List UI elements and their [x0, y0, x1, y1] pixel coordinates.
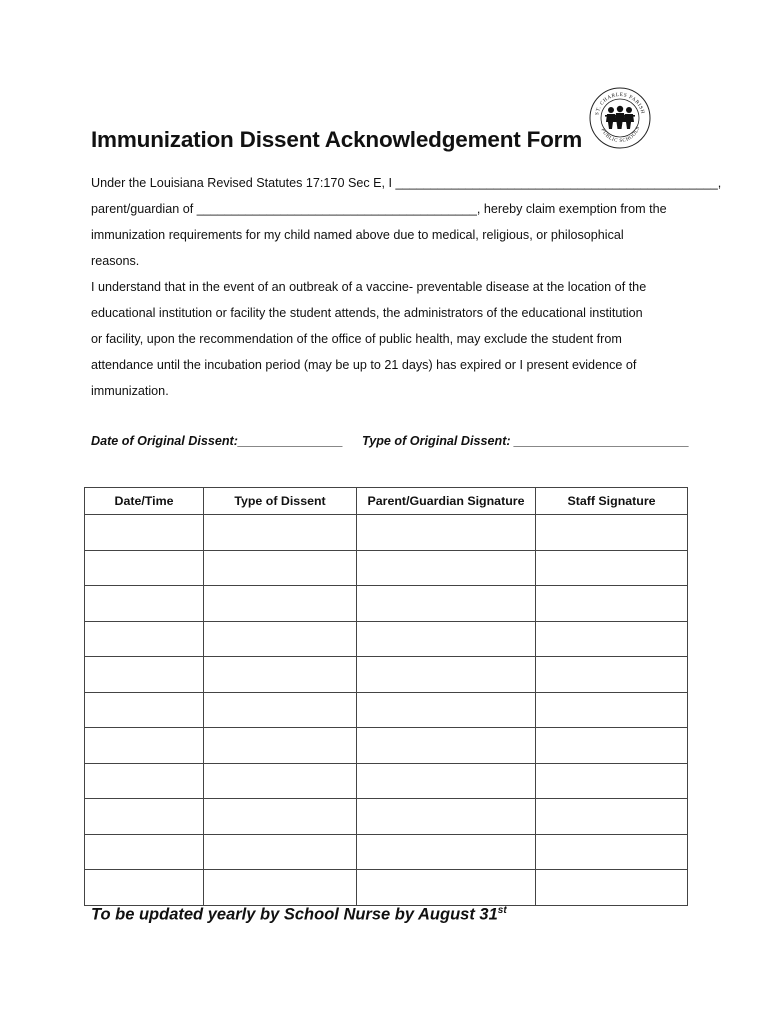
- date-time-cell[interactable]: [85, 657, 204, 693]
- school-seal-logo: [588, 86, 652, 150]
- column-header-type-of-dissent: Type of Dissent: [204, 488, 357, 515]
- type-of-dissent-cell[interactable]: [204, 692, 357, 728]
- date-of-original-dissent-field[interactable]: Date of Original Dissent:_______________: [91, 434, 344, 448]
- statement-line: immunization.: [91, 384, 169, 398]
- statement-line: I understand that in the event of an outbreak of a vaccine- preventable disease at the location of the: [91, 280, 647, 294]
- table-row: [85, 834, 688, 870]
- type-of-dissent-cell[interactable]: [204, 763, 357, 799]
- statement-line: parent/guardian of ________________________________________, hereby claim exemption from the: [91, 202, 667, 216]
- parent-guardian-signature-cell[interactable]: [357, 834, 536, 870]
- parent-guardian-signature-cell[interactable]: [357, 550, 536, 586]
- parent-guardian-signature-cell[interactable]: [357, 586, 536, 622]
- statement-line: immunization requirements for my child named above due to medical, religious, or philosophical: [91, 228, 624, 242]
- staff-signature-cell[interactable]: [536, 799, 688, 835]
- footer-superscript: st: [497, 905, 507, 916]
- column-header-parent-guardian-signature: Parent/Guardian Signature: [357, 488, 536, 515]
- column-header-date-time: Date/Time: [85, 488, 204, 515]
- type-of-dissent-cell[interactable]: [204, 870, 357, 906]
- table-row: [85, 728, 688, 764]
- table-row: [85, 692, 688, 728]
- staff-signature-cell[interactable]: [536, 586, 688, 622]
- statement-text: [91, 170, 722, 404]
- statement-line: reasons.: [91, 254, 140, 268]
- staff-signature-cell[interactable]: [536, 550, 688, 586]
- statement-line: Under the Louisiana Revised Statutes 17:170 Sec E, I ______________________________________________,: [91, 176, 722, 190]
- parent-guardian-signature-cell[interactable]: [357, 763, 536, 799]
- table-row: [85, 799, 688, 835]
- type-of-dissent-cell[interactable]: [204, 799, 357, 835]
- table-header-row: [85, 488, 688, 515]
- date-time-cell[interactable]: [85, 763, 204, 799]
- table-row: [85, 763, 688, 799]
- type-of-dissent-cell[interactable]: [204, 657, 357, 693]
- date-time-cell[interactable]: [85, 586, 204, 622]
- staff-signature-cell[interactable]: [536, 870, 688, 906]
- parent-guardian-signature-cell[interactable]: [357, 515, 536, 551]
- date-time-cell[interactable]: [85, 728, 204, 764]
- table-row: [85, 870, 688, 906]
- table-row: [85, 586, 688, 622]
- date-time-cell[interactable]: [85, 550, 204, 586]
- type-of-dissent-cell[interactable]: [204, 728, 357, 764]
- date-time-cell[interactable]: [85, 870, 204, 906]
- page-title: Immunization Dissent Acknowledgement Form: [91, 127, 583, 152]
- table-row: [85, 621, 688, 657]
- staff-signature-cell[interactable]: [536, 763, 688, 799]
- staff-signature-cell[interactable]: [536, 728, 688, 764]
- parent-guardian-signature-cell[interactable]: [357, 621, 536, 657]
- seal-top-text: ST. CHARLES PARISH: [594, 91, 646, 116]
- children-figures-icon: [605, 106, 635, 129]
- footer-text: To be updated yearly by School Nurse by August 31: [91, 905, 498, 924]
- statement-line: educational institution or facility the student attends, the administrators of the educational institution: [91, 306, 643, 320]
- type-of-dissent-cell[interactable]: [204, 586, 357, 622]
- parent-guardian-signature-cell[interactable]: [357, 728, 536, 764]
- table-row: [85, 657, 688, 693]
- type-of-original-dissent-field[interactable]: Type of Original Dissent: _________________________: [362, 434, 690, 448]
- parent-guardian-signature-cell[interactable]: [357, 692, 536, 728]
- parent-guardian-signature-cell[interactable]: [357, 799, 536, 835]
- staff-signature-cell[interactable]: [536, 834, 688, 870]
- type-of-dissent-cell[interactable]: [204, 550, 357, 586]
- column-header-staff-signature: Staff Signature: [536, 488, 688, 515]
- date-time-cell[interactable]: [85, 515, 204, 551]
- footer-note: [91, 905, 507, 925]
- table-row: [85, 515, 688, 551]
- dissent-log-table: [84, 487, 688, 906]
- table-row: [85, 550, 688, 586]
- date-time-cell[interactable]: [85, 834, 204, 870]
- staff-signature-cell[interactable]: [536, 692, 688, 728]
- staff-signature-cell[interactable]: [536, 515, 688, 551]
- parent-guardian-signature-cell[interactable]: [357, 657, 536, 693]
- date-time-cell[interactable]: [85, 621, 204, 657]
- seal-bottom-text: PUBLIC SCHOOLS: [599, 125, 642, 145]
- type-of-dissent-cell[interactable]: [204, 621, 357, 657]
- date-time-cell[interactable]: [85, 799, 204, 835]
- staff-signature-cell[interactable]: [536, 621, 688, 657]
- type-of-dissent-cell[interactable]: [204, 834, 357, 870]
- original-dissent-row: [91, 434, 691, 448]
- date-time-cell[interactable]: [85, 692, 204, 728]
- table-body: [85, 515, 688, 906]
- type-of-dissent-cell[interactable]: [204, 515, 357, 551]
- statement-line: attendance until the incubation period (may be up to 21 days) has expired or I present evidence of: [91, 358, 637, 372]
- statement-line: or facility, upon the recommendation of the office of public health, may exclude the student from: [91, 332, 622, 346]
- parent-guardian-signature-cell[interactable]: [357, 870, 536, 906]
- staff-signature-cell[interactable]: [536, 657, 688, 693]
